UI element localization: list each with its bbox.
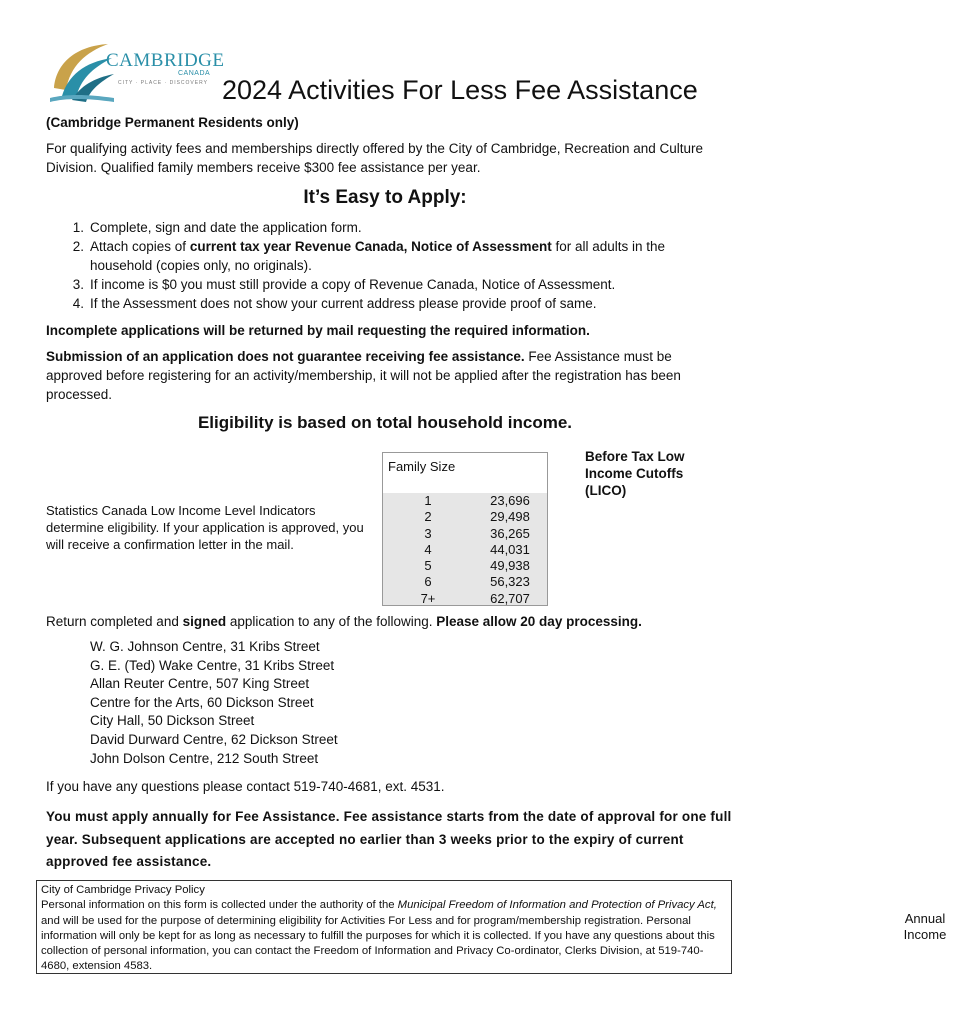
annual-income-cell: 62,707 bbox=[490, 590, 530, 606]
statistics-note: Statistics Canada Low Income Level Indicators determine eligibility. If your application is approved, you will receive a confirmation letter in the mail. bbox=[46, 503, 364, 552]
list-item: G. E. (Ted) Wake Centre, 31 Kribs Street bbox=[90, 657, 335, 673]
annual-income-cell: 29,498 bbox=[490, 509, 530, 525]
table-row bbox=[383, 558, 547, 574]
annual-application-note: You must apply annually for Fee Assistance. Fee assistance starts from the date of approval for one full year. Subsequent applications are accepted no earlier than 3 weeks prior to the expiry of current approved fee assistance. bbox=[46, 809, 732, 869]
annual-income-cell: 23,696 bbox=[490, 493, 530, 508]
annual-income-cell: 56,323 bbox=[490, 574, 530, 590]
incomplete-note: Incomplete applications will be returned by mail requesting the required information. bbox=[46, 323, 590, 338]
family-size-cell: 3 bbox=[424, 525, 432, 541]
family-size-cell: 1 bbox=[424, 493, 432, 508]
table-row bbox=[383, 509, 547, 525]
submission-note: Submission of an application does not guarantee receiving fee assistance. Fee Assistance must be approved before registering for an activity/membership, it will not be applied after the registration has been processed. bbox=[46, 349, 681, 402]
table-row bbox=[383, 574, 547, 590]
eligibility-heading: Eligibility is based on total household income. bbox=[197, 413, 573, 432]
step-item: 1. Complete, sign and date the application form. bbox=[72, 220, 362, 235]
privacy-policy-box bbox=[36, 880, 732, 974]
subtitle: (Cambridge Permanent Residents only) bbox=[46, 115, 299, 130]
contact-note: If you have any questions please contact 519-740-4681, ext. 4531. bbox=[46, 779, 445, 794]
step-item: 2. Attach copies of current tax year Revenue Canada, Notice of Assessment for all adults in the household (copies only, no originals). bbox=[72, 239, 666, 273]
list-item: David Durward Centre, 62 Dickson Street bbox=[90, 731, 338, 747]
privacy-title: City of Cambridge Privacy Policy bbox=[41, 884, 205, 896]
privacy-text: Personal information on this form is collected under the authority of the Municipal Freedom of Information and Protection of Privacy Act, and will be used for the purpose of determining eligibility for Activities For Less and for program/membership registration. Personal information will only be kept for as long as necessary to fulfill the purposes for which it is collected. If you have any questions about this collection of personal information, you can contact the Freedom of Information and Privacy Co-ordinator, Clerks Division, at 519-740-4680, extension 4583. bbox=[41, 899, 717, 973]
table-row bbox=[383, 591, 547, 607]
family-size-cell: 4 bbox=[424, 541, 432, 557]
list-item: W. G. Johnson Centre, 31 Kribs Street bbox=[90, 639, 320, 654]
logo-country: CANADA bbox=[178, 70, 211, 77]
logo-tagline: CITY · PLACE · DISCOVERY bbox=[118, 80, 208, 86]
family-size-cell: 2 bbox=[424, 509, 432, 525]
list-item: City Hall, 50 Dickson Street bbox=[90, 713, 255, 729]
annual-income-cell: 44,031 bbox=[490, 541, 530, 557]
family-size-cell: 7+ bbox=[420, 590, 436, 606]
table-row bbox=[383, 526, 547, 542]
step-item: 4. If the Assessment does not show your current address please provide proof of same. bbox=[72, 296, 597, 311]
list-item: Centre for the Arts, 60 Dickson Street bbox=[90, 694, 314, 710]
annual-income-header: Annual Income bbox=[903, 911, 947, 942]
intro-text: For qualifying activity fees and memberships directly offered by the City of Cambridge, Recreation and Culture Division. Qualified family members receive $300 fee assistance per year. bbox=[46, 141, 704, 175]
lico-table-header bbox=[383, 453, 547, 493]
list-item: Allan Reuter Centre, 507 King Street bbox=[90, 676, 310, 692]
apply-steps bbox=[46, 218, 706, 313]
logo-wordmark: CAMBRIDGE bbox=[106, 50, 225, 71]
apply-heading: It’s Easy to Apply: bbox=[303, 187, 467, 208]
list-item: John Dolson Centre, 212 South Street bbox=[90, 750, 319, 766]
page-title: 2024 Activities For Less Fee Assistance bbox=[222, 75, 698, 105]
return-note: Return completed and signed application to any of the following. Please allow 20 day processing. bbox=[46, 614, 642, 629]
step-item: 3. If income is $0 you must still provide a copy of Revenue Canada, Notice of Assessment. bbox=[72, 277, 616, 292]
table-row bbox=[383, 493, 547, 509]
lico-rows bbox=[383, 493, 547, 607]
annual-income-cell: 49,938 bbox=[490, 558, 530, 574]
family-size-cell: 6 bbox=[424, 574, 432, 590]
location-list bbox=[90, 638, 338, 768]
annual-income-cell: 36,265 bbox=[490, 525, 530, 541]
family-size-header: Family Size bbox=[388, 459, 456, 474]
table-row bbox=[383, 542, 547, 558]
family-size-cell: 5 bbox=[424, 558, 432, 574]
lico-caption: Before Tax Low Income Cutoffs (LICO) bbox=[585, 449, 685, 498]
